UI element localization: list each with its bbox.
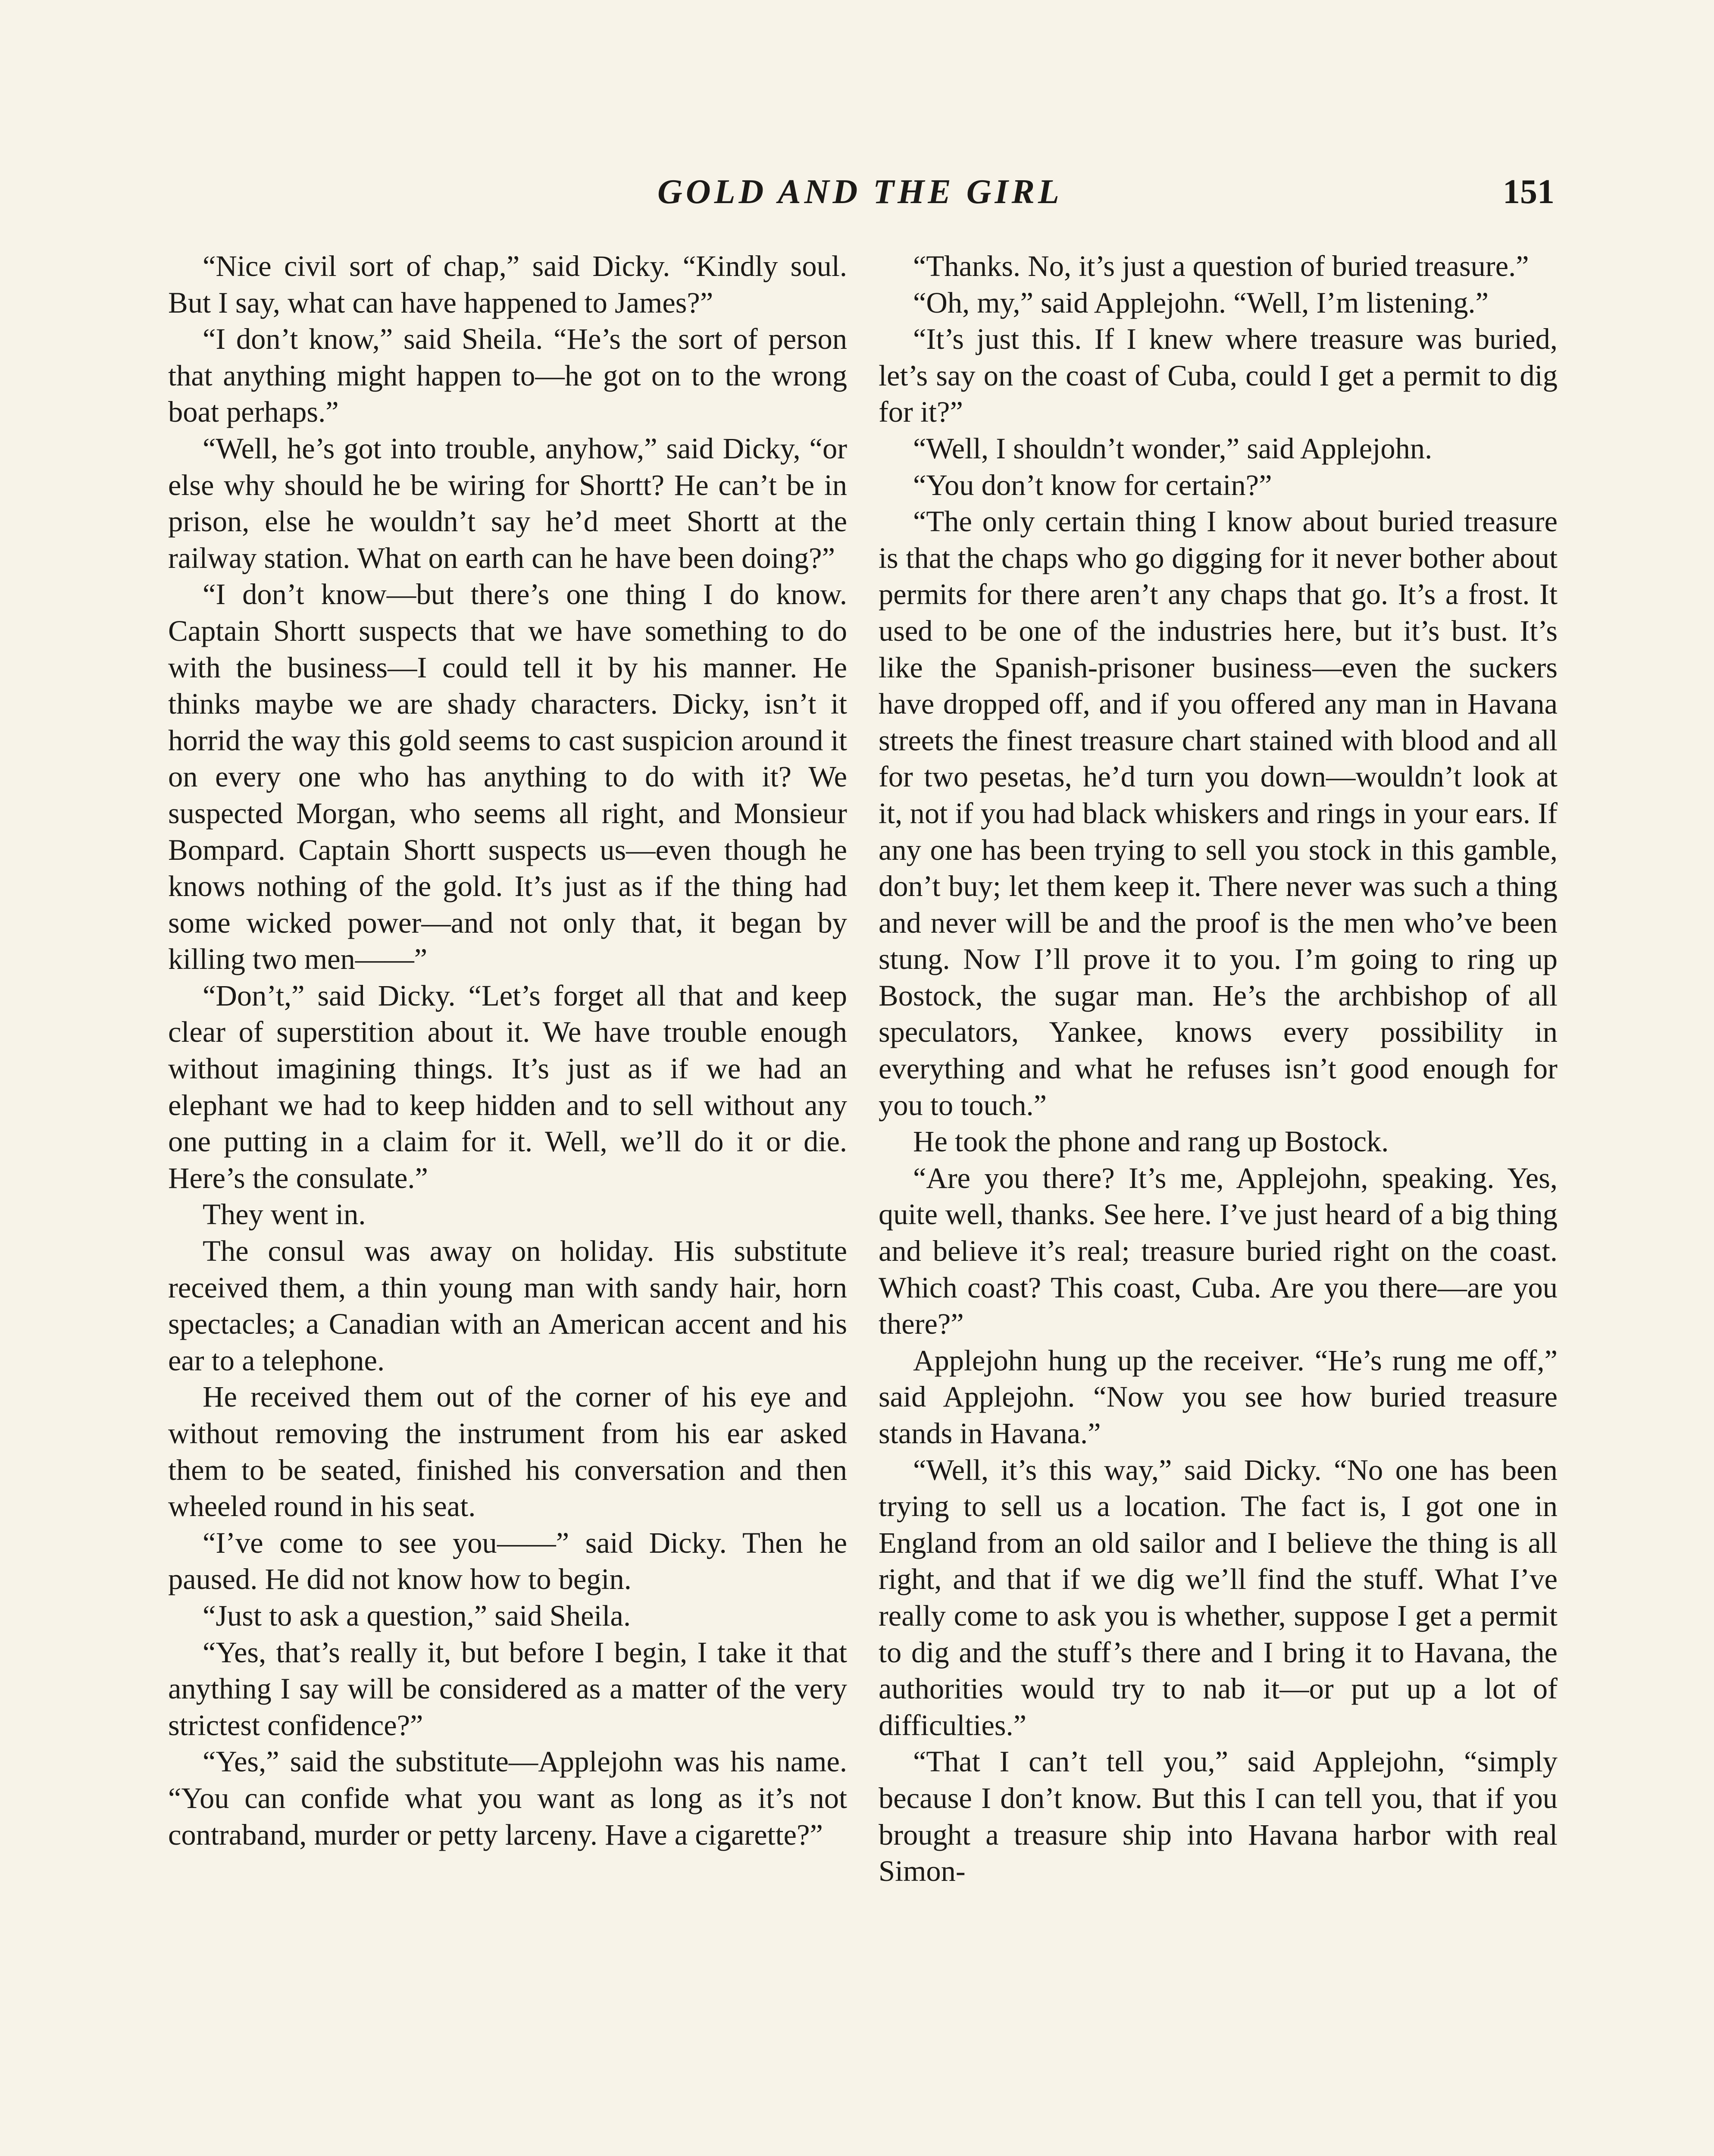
- page-number: 151: [1503, 173, 1554, 211]
- paragraph: They went in.: [203, 1198, 366, 1231]
- paragraph: Applejohn hung up the receiver. “He’s rung me off,” said Applejohn. “Now you see how buried treasure stands in Havana.”: [879, 1344, 1558, 1450]
- paragraph: “Just to ask a question,” said Sheila.: [203, 1599, 631, 1632]
- paragraph: “I’ve come to see you——” said Dicky. Then he paused. He did not know how to begin.: [168, 1526, 847, 1596]
- paragraph: “Well, I shouldn’t wonder,” said Applejohn.: [913, 432, 1433, 465]
- paragraph: “You don’t know for certain?”: [913, 468, 1272, 501]
- paragraph: “Are you there? It’s me, Applejohn, speaking. Yes, quite well, thanks. See here. I’ve just heard of a big thing and believe it’s real; treasure buried right on the coast. Which coast? This coast, Cuba. Are you there—are you there?”: [879, 1161, 1558, 1341]
- paragraph: He took the phone and rang up Bostock.: [913, 1125, 1389, 1158]
- paragraph: “I don’t know,” said Sheila. “He’s the sort of person that anything might happen to—he got on to the wrong boat perhaps.”: [168, 323, 847, 429]
- paragraph: “The only certain thing I know about buried treasure is that the chaps who go digging for it never bother about permits for there aren’t any chaps that go. It’s a frost. It used to be one of the industries here, but it’s bust. It’s like the Spanish-prisoner business—even the suckers have dropped off, and if you offered any man in Havana streets the finest treasure chart stained with blood and all for two pesetas, he’d turn you down—wouldn’t look at it, not if you had black whiskers and rings in your ears. If any one has been trying to sell you stock in this gamble, don’t buy; let them keep it. There never was such a thing and never will be and the proof is the men who’ve been stung. Now I’ll prove it to you. I’m going to ring up Bostock, the sugar man. He’s the archbishop of all speculators, Yankee, knows every possibility in everything and what he refuses isn’t good enough for you to touch.”: [879, 505, 1558, 1122]
- paragraph: “Well, he’s got into trouble, anyhow,” said Dicky, “or else why should he be wiring for Shortt? He can’t be in prison, else he wouldn’t say he’d meet Shortt at the railway station. What on earth can he have been doing?”: [168, 432, 847, 574]
- paragraph: He received them out of the corner of his eye and without removing the instrument from his ear asked them to be seated, finished his conversation and then wheeled round in his seat.: [168, 1380, 847, 1523]
- paragraph: “Oh, my,” said Applejohn. “Well, I’m listening.”: [913, 286, 1489, 319]
- paragraph: “Nice civil sort of chap,” said Dicky. “Kindly soul. But I say, what can have happened to James?”: [168, 250, 847, 319]
- left-column: [168, 248, 847, 2156]
- paragraph: “It’s just this. If I knew where treasure was buried, let’s say on the coast of Cuba, could I get a permit to dig for it?”: [879, 323, 1558, 429]
- paragraph: “Yes,” said the substitute—Applejohn was his name. “You can confide what you want as long as it’s not contraband, murder or petty larceny. Have a cigarette?”: [168, 1745, 847, 1851]
- paragraph: “I don’t know—but there’s one thing I do know. Captain Shortt suspects that we have something to do with the business—I could tell it by his manner. He thinks maybe we are shady characters. Dicky, isn’t it horrid the way this gold seems to cast suspicion around it on every one who has anything to do with it? We suspected Morgan, who seems all right, and Monsieur Bompard. Captain Shortt suspects us—even though he knows nothing of the gold. It’s just as if the thing had some wicked power—and not only that, it began by killing two men——”: [168, 578, 847, 976]
- paragraph: “That I can’t tell you,” said Applejohn, “simply because I don’t know. But this I can tell you, that if you brought a treasure ship into Havana harbor with real Simon-: [879, 1745, 1558, 1888]
- paragraph: The consul was away on holiday. His substitute received them, a thin young man with sandy hair, horn spectacles; a Canadian with an American accent and his ear to a telephone.: [168, 1235, 847, 1377]
- right-column: [879, 248, 1558, 2156]
- paragraph: “Yes, that’s really it, but before I begin, I take it that anything I say will be considered as a matter of the very strictest confidence?”: [168, 1636, 847, 1742]
- paragraph: “Well, it’s this way,” said Dicky. “No one has been trying to sell us a location. The fact is, I got one in England from an old sailor and I believe the thing is all right, and that if we dig we’ll find the stuff. What I’ve really come to ask you is whether, suppose I get a permit to dig and the stuff’s there and I bring it to Havana, the authorities would try to nab it—or put up a lot of difficulties.”: [879, 1453, 1558, 1742]
- running-title: GOLD AND THE GIRL: [657, 173, 1063, 211]
- paragraph: “Don’t,” said Dicky. “Let’s forget all that and keep clear of superstition about it. We have trouble enough without imagining things. It’s just as if we had an elephant we had to keep hidden and to sell without any one putting in a claim for it. Well, we’ll do it or die. Here’s the consulate.”: [168, 979, 847, 1194]
- paragraph: “Thanks. No, it’s just a question of buried treasure.”: [913, 250, 1529, 282]
